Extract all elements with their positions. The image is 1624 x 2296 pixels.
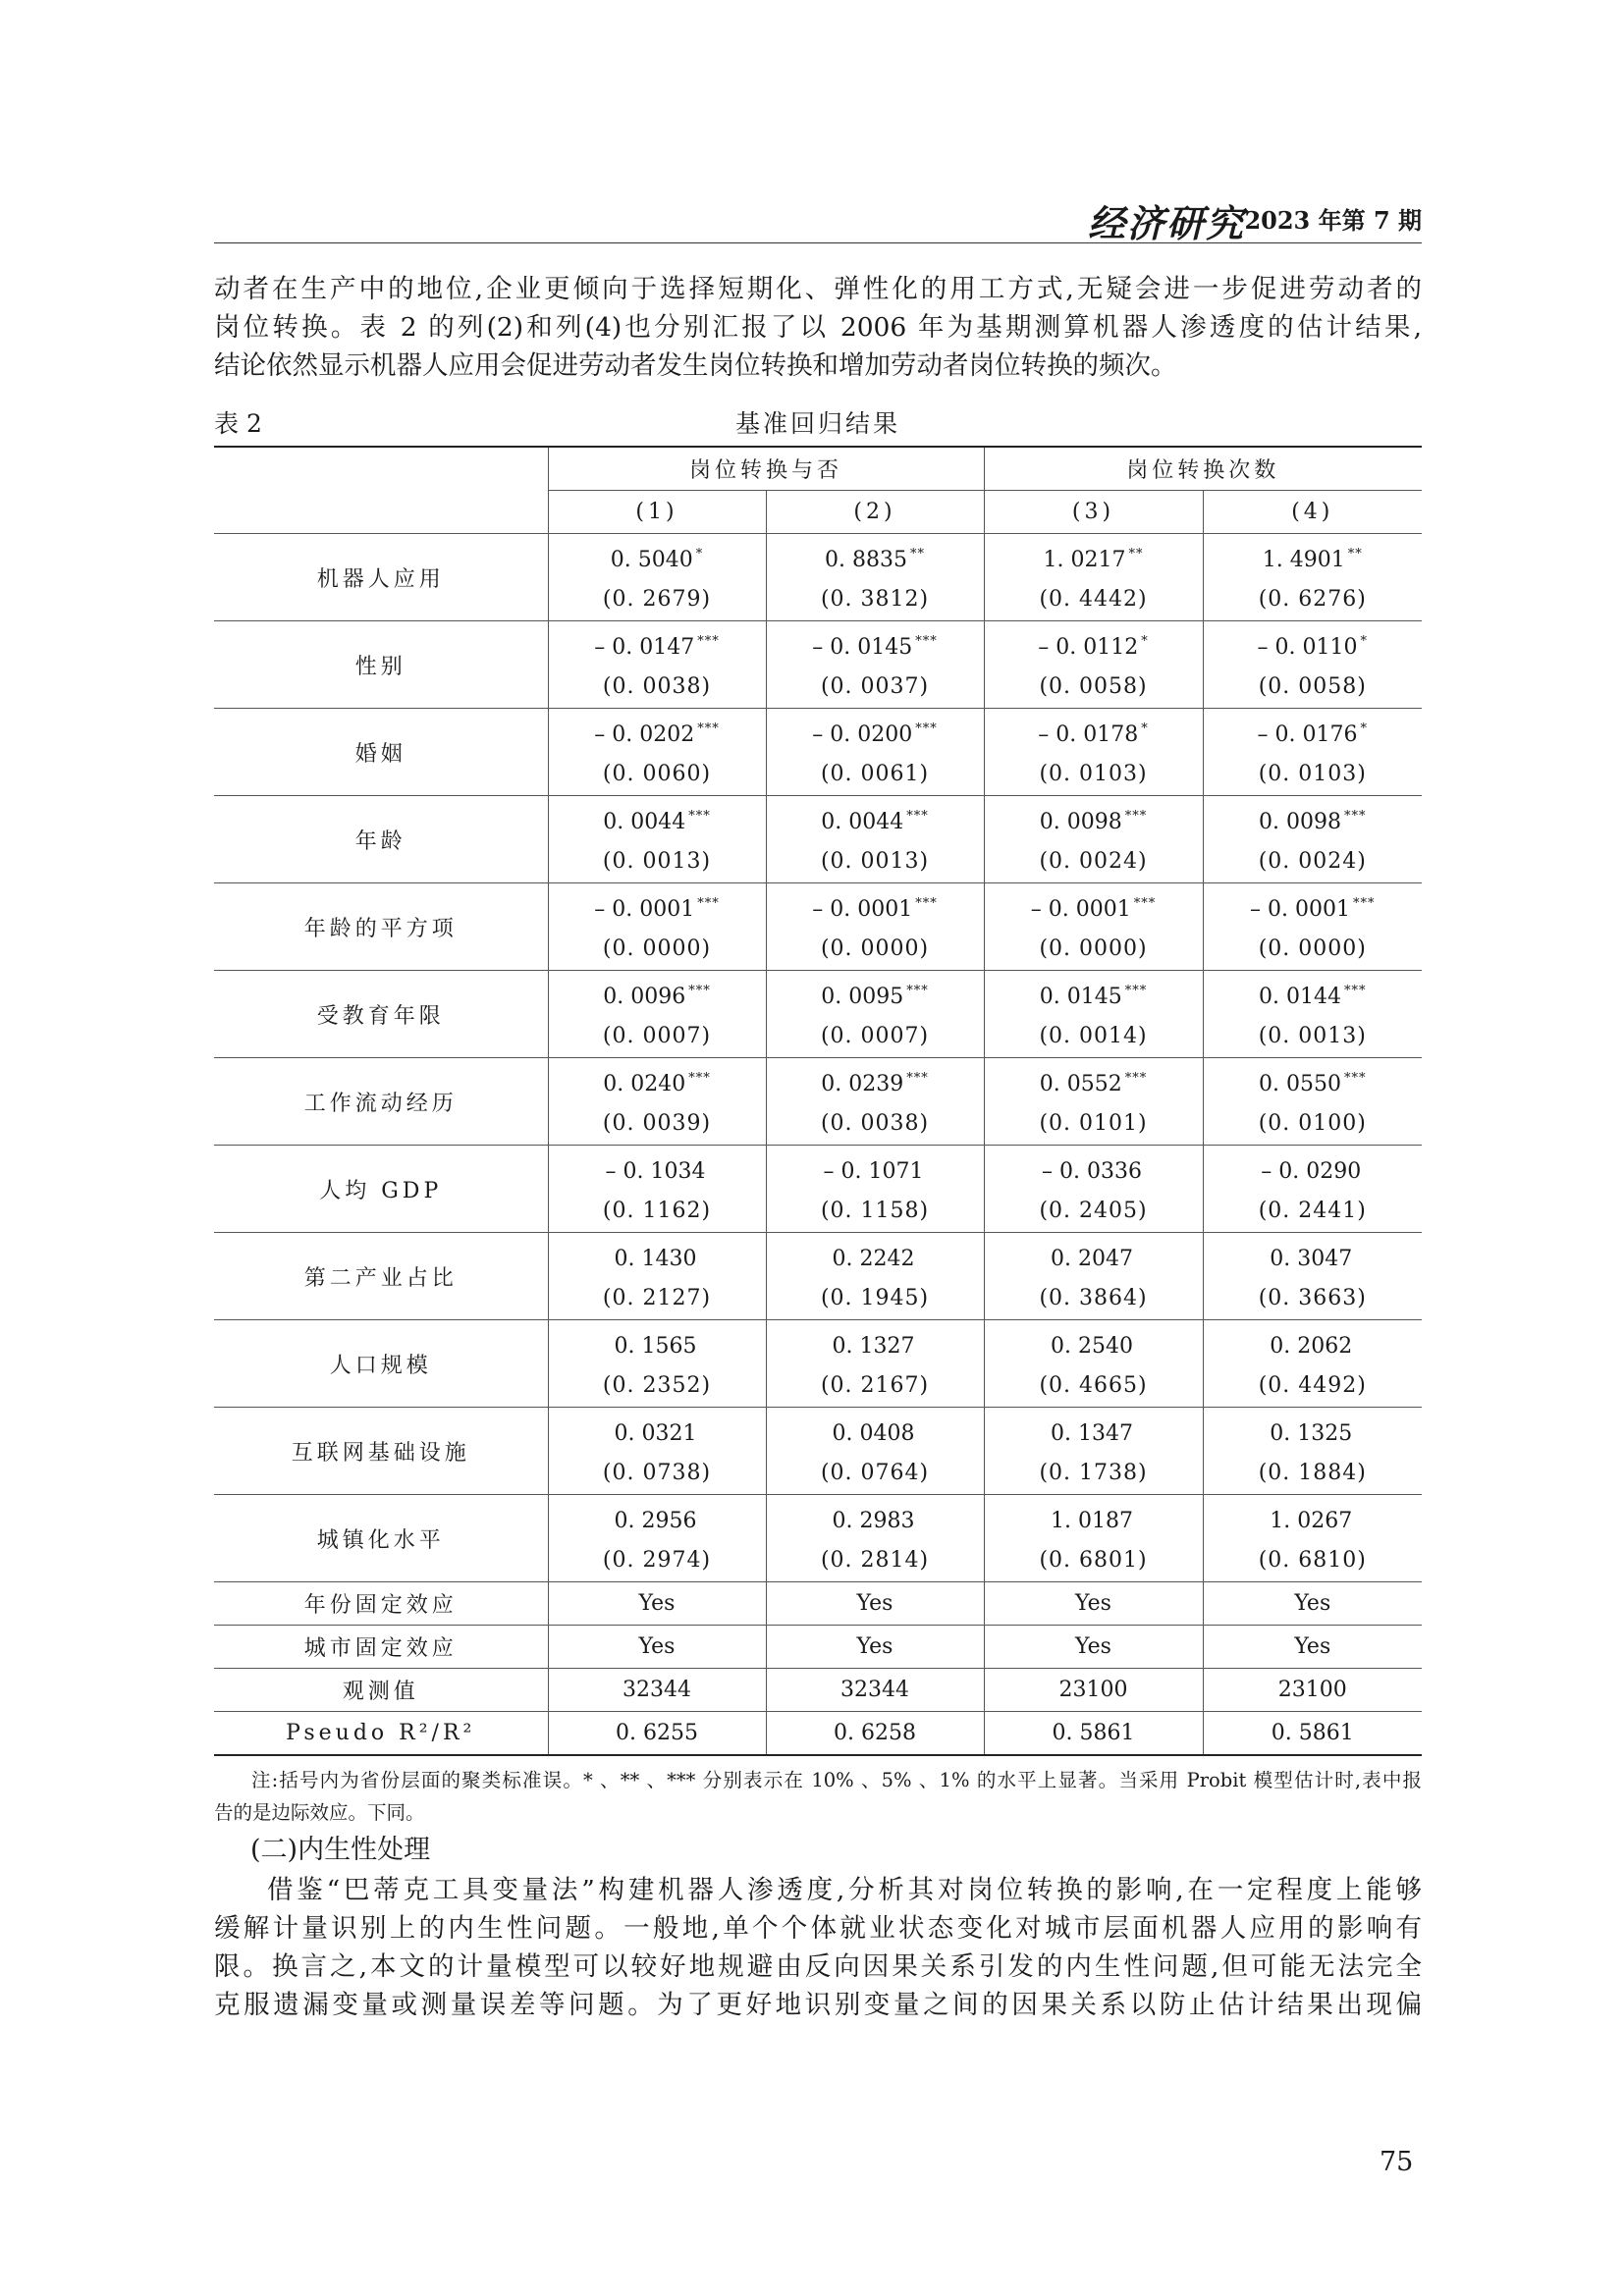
significance-stars: ***	[697, 634, 720, 649]
coefficient-cell	[549, 972, 766, 1017]
table-cell	[548, 1146, 766, 1233]
standard-error: (0. 6276)	[1258, 587, 1367, 612]
significance-stars: **	[1128, 547, 1144, 561]
coefficient-cell	[549, 1147, 766, 1192]
table-row	[214, 534, 1422, 621]
row-label: 人均 GDP	[214, 1146, 548, 1233]
coefficient-value: 0. 0239	[821, 1072, 904, 1096]
coefficient-cell	[549, 797, 766, 842]
table-cell	[548, 883, 766, 971]
table-title: 基准回归结果	[734, 409, 900, 438]
significance-stars: ***	[688, 809, 711, 824]
coefficient-value: 0. 2956	[614, 1509, 697, 1533]
coefficient-value: 0. 0095	[821, 985, 904, 1009]
row-label: 性别	[214, 621, 548, 709]
coefficient-cell	[549, 1059, 766, 1104]
coefficient-cell	[549, 1409, 766, 1454]
table-cell: 0. 5861	[984, 1712, 1203, 1756]
page-number: 75	[1380, 2147, 1414, 2177]
table-row	[214, 709, 1422, 796]
coefficient-value: 1. 0267	[1270, 1509, 1353, 1533]
table-cell	[766, 621, 984, 709]
paragraph-line: 动者在生产中的地位,企业更倾向于选择短期化、弹性化的用工方式,无疑会进一步促进劳动者的	[214, 274, 1422, 304]
significance-stars: ***	[688, 1071, 711, 1086]
standard-error: (0. 0038)	[602, 674, 712, 699]
coefficient-value: – 0. 0001	[1250, 897, 1350, 922]
table-cell	[984, 1495, 1203, 1582]
coefficient-cell	[1204, 1059, 1423, 1104]
section-heading: (二)内生性处理	[250, 1835, 431, 1865]
significance-stars: ***	[688, 984, 711, 998]
coefficient-value: – 0. 0200	[812, 722, 913, 747]
coefficient-cell	[1204, 535, 1423, 580]
standard-error: (0. 0013)	[602, 849, 712, 874]
significance-stars: ***	[906, 809, 929, 824]
table-row	[214, 883, 1422, 971]
table-cell	[766, 709, 984, 796]
table-cell	[548, 971, 766, 1058]
column-header: (1)	[548, 491, 766, 534]
coefficient-cell	[1204, 1409, 1423, 1454]
coefficient-cell	[767, 710, 984, 755]
table-cell	[1203, 1495, 1422, 1582]
significance-stars: ***	[1344, 984, 1367, 998]
standard-error: (0. 0101)	[1039, 1111, 1148, 1136]
significance-stars: ***	[906, 984, 929, 998]
table-body	[214, 534, 1422, 1756]
coefficient-cell	[767, 535, 984, 580]
table-cell	[548, 1320, 766, 1408]
row-label: 年龄	[214, 796, 548, 883]
coefficient-cell	[549, 884, 766, 930]
table-cell: Yes	[766, 1582, 984, 1626]
coefficient-cell	[1204, 1234, 1423, 1279]
coefficient-value: – 0. 0202	[594, 722, 695, 747]
coefficient-value: 0. 8835	[825, 548, 907, 572]
standard-error: (0. 0000)	[820, 936, 930, 961]
table-row	[214, 1495, 1422, 1582]
table-cell	[548, 621, 766, 709]
coefficient-value: 0. 0240	[603, 1072, 686, 1096]
coefficient-value: 0. 0044	[821, 810, 904, 834]
standard-error: (0. 0014)	[1039, 1024, 1148, 1048]
coefficient-value: 0. 2242	[832, 1247, 915, 1271]
standard-error: (0. 0000)	[1039, 936, 1148, 961]
standard-error: (0. 3864)	[1039, 1286, 1148, 1310]
coefficient-cell	[985, 1147, 1203, 1192]
standard-error: (0. 2352)	[602, 1373, 712, 1398]
coefficient-cell	[985, 1059, 1203, 1104]
coefficient-cell	[1204, 710, 1423, 755]
paragraph-line: 限。换言之,本文的计量模型可以较好地规避由反向因果关系引发的内生性问题,但可能无法完全	[214, 1951, 1422, 1982]
coefficient-cell	[985, 1321, 1203, 1366]
coefficient-value: 0. 0408	[832, 1421, 915, 1446]
coefficient-cell	[985, 1496, 1203, 1541]
table-cell: Yes	[548, 1582, 766, 1626]
significance-stars: ***	[915, 721, 938, 736]
coefficient-value: 0. 2983	[832, 1509, 915, 1533]
standard-error: (0. 2127)	[602, 1286, 712, 1310]
coefficient-value: – 0. 0110	[1257, 635, 1358, 660]
coefficient-cell	[549, 535, 766, 580]
table-cell	[548, 1408, 766, 1495]
coefficient-value: – 0. 0290	[1261, 1159, 1362, 1184]
table-row	[214, 1146, 1422, 1233]
table-row	[214, 1233, 1422, 1320]
table-cell	[766, 1495, 984, 1582]
bottom-paragraph	[214, 1871, 1422, 2024]
coefficient-cell	[1204, 622, 1423, 667]
table-cell	[766, 796, 984, 883]
table-cell	[984, 883, 1203, 971]
table-cell	[766, 1408, 984, 1495]
row-label: 第二产业占比	[214, 1233, 548, 1320]
coefficient-cell	[985, 1409, 1203, 1454]
significance-stars: *	[1141, 721, 1149, 736]
page-header	[214, 191, 1422, 243]
table-cell: Yes	[1203, 1626, 1422, 1669]
significance-stars: *	[1360, 721, 1368, 736]
column-header: (3)	[984, 491, 1203, 534]
standard-error: (0. 0058)	[1258, 674, 1367, 699]
table-cell	[984, 796, 1203, 883]
table-cell: 23100	[984, 1669, 1203, 1712]
table-cell	[984, 621, 1203, 709]
coefficient-value: 0. 0098	[1259, 810, 1342, 834]
standard-error: (0. 4492)	[1258, 1373, 1367, 1398]
table-row	[214, 796, 1422, 883]
coefficient-value: – 0. 0336	[1042, 1159, 1142, 1184]
significance-stars: *	[695, 547, 704, 561]
table-row	[214, 1320, 1422, 1408]
coefficient-cell	[1204, 1496, 1423, 1541]
coefficient-value: – 0. 0145	[812, 635, 913, 660]
table-cell	[1203, 621, 1422, 709]
table-row	[214, 621, 1422, 709]
regression-table	[214, 446, 1422, 1756]
significance-stars: ***	[1124, 984, 1148, 998]
table-label: 表 2	[214, 409, 262, 438]
coefficient-value: 0. 0552	[1039, 1072, 1122, 1096]
significance-stars: ***	[906, 1071, 929, 1086]
row-label: Pseudo R²/R²	[214, 1712, 548, 1756]
row-label: 互联网基础设施	[214, 1408, 548, 1495]
coefficient-cell	[1204, 884, 1423, 930]
standard-error: (0. 0039)	[602, 1111, 712, 1136]
coefficient-value: 0. 2047	[1051, 1247, 1133, 1271]
standard-error: (0. 2679)	[602, 587, 712, 612]
table-cell	[984, 1408, 1203, 1495]
group-header-switch: 岗位转换与否	[548, 447, 984, 491]
coefficient-value: 0. 5040	[610, 548, 693, 572]
coefficient-cell	[985, 622, 1203, 667]
coefficient-cell	[549, 622, 766, 667]
standard-error: (0. 3812)	[820, 587, 930, 612]
standard-error: (0. 0764)	[820, 1461, 930, 1485]
coefficient-cell	[549, 1496, 766, 1541]
column-header: (4)	[1203, 491, 1422, 534]
standard-error: (0. 2441)	[1258, 1199, 1367, 1223]
journal-logo: 经济研究	[1087, 201, 1245, 245]
standard-error: (0. 0103)	[1258, 762, 1367, 786]
table-cell	[766, 883, 984, 971]
table-cell	[984, 1320, 1203, 1408]
coefficient-cell	[1204, 1147, 1423, 1192]
significance-stars: *	[1360, 634, 1368, 649]
table-corner-cell	[214, 447, 548, 534]
table-cell	[548, 796, 766, 883]
table-cell: 0. 5861	[1203, 1712, 1422, 1756]
row-label: 城镇化水平	[214, 1495, 548, 1582]
coefficient-cell	[1204, 1321, 1423, 1366]
coefficient-cell	[767, 797, 984, 842]
significance-stars: ***	[1353, 896, 1376, 911]
standard-error: (0. 0038)	[820, 1111, 930, 1136]
standard-error: (0. 0000)	[1258, 936, 1367, 961]
coefficient-value: 0. 0098	[1039, 810, 1122, 834]
standard-error: (0. 1945)	[820, 1286, 930, 1310]
significance-stars: ***	[1133, 896, 1157, 911]
standard-error: (0. 2974)	[602, 1548, 712, 1573]
standard-error: (0. 4442)	[1039, 587, 1148, 612]
table-cell	[766, 971, 984, 1058]
table-cell	[1203, 796, 1422, 883]
table-cell	[548, 1233, 766, 1320]
coefficient-value: – 0. 1034	[605, 1159, 706, 1184]
row-label: 人口规模	[214, 1320, 548, 1408]
coefficient-value: – 0. 0176	[1257, 722, 1358, 747]
table-cell	[766, 1320, 984, 1408]
significance-stars: **	[910, 547, 925, 561]
coefficient-cell	[767, 1321, 984, 1366]
table-note	[214, 1764, 1422, 1829]
row-label: 年份固定效应	[214, 1582, 548, 1626]
coefficient-value: 0. 1327	[832, 1334, 915, 1359]
table-cell	[548, 1058, 766, 1146]
coefficient-value: – 0. 0001	[594, 897, 695, 922]
coefficient-cell	[767, 1147, 984, 1192]
table-cell	[984, 1058, 1203, 1146]
table-cell	[984, 534, 1203, 621]
table-footer-row	[214, 1582, 1422, 1626]
coefficient-value: 0. 0145	[1039, 985, 1122, 1009]
standard-error: (0. 1158)	[820, 1199, 930, 1223]
table-cell: Yes	[984, 1582, 1203, 1626]
table-cell: Yes	[984, 1626, 1203, 1669]
standard-error: (0. 0060)	[602, 762, 712, 786]
standard-error: (0. 2167)	[820, 1373, 930, 1398]
significance-stars: ***	[697, 896, 720, 911]
significance-stars: ***	[697, 721, 720, 736]
table-cell	[1203, 1233, 1422, 1320]
coefficient-cell	[985, 797, 1203, 842]
table-cell	[766, 1146, 984, 1233]
standard-error: (0. 1884)	[1258, 1461, 1367, 1485]
coefficient-cell	[767, 1409, 984, 1454]
standard-error: (0. 0024)	[1258, 849, 1367, 874]
table-cell	[1203, 1320, 1422, 1408]
coefficient-value: – 0. 0112	[1038, 635, 1139, 660]
standard-error: (0. 3663)	[1258, 1286, 1367, 1310]
coefficient-cell	[767, 884, 984, 930]
coefficient-cell	[767, 622, 984, 667]
table-row	[214, 1408, 1422, 1495]
standard-error: (0. 6810)	[1258, 1548, 1367, 1573]
coefficient-cell	[767, 1234, 984, 1279]
coefficient-cell	[767, 1059, 984, 1104]
table-cell	[1203, 1058, 1422, 1146]
note-line: 注:括号内为省份层面的聚类标准误。* 、** 、*** 分别表示在 10% 、5% 、1% 的水平上显著。当采用 Probit 模型估计时,表中报	[251, 1769, 1422, 1791]
coefficient-cell	[1204, 797, 1423, 842]
coefficient-value: 1. 0187	[1051, 1509, 1133, 1533]
column-header: (2)	[766, 491, 984, 534]
table-caption	[214, 400, 1422, 440]
row-label: 机器人应用	[214, 534, 548, 621]
table-cell	[766, 1058, 984, 1146]
row-label: 受教育年限	[214, 971, 548, 1058]
coefficient-cell	[985, 535, 1203, 580]
coefficient-value: 0. 0044	[603, 810, 686, 834]
coefficient-value: 0. 1347	[1051, 1421, 1133, 1446]
coefficient-value: – 0. 0001	[1030, 897, 1131, 922]
paragraph-line: 缓解计量识别上的内生性问题。一般地,单个个体就业状态变化对城市层面机器人应用的影响有	[214, 1913, 1422, 1944]
coefficient-value: 0. 0550	[1259, 1072, 1342, 1096]
row-label: 工作流动经历	[214, 1058, 548, 1146]
paragraph-line: 岗位转换。表 2 的列(2)和列(4)也分别汇报了以 2006 年为基期测算机器人渗透度的估计结果,	[214, 312, 1422, 343]
table-cell	[1203, 971, 1422, 1058]
issue-label: 2023 年第 7 期	[1244, 206, 1422, 235]
row-label: 城市固定效应	[214, 1626, 548, 1669]
standard-error: (0. 0037)	[820, 674, 930, 699]
coefficient-cell	[767, 1496, 984, 1541]
coefficient-value: 0. 1565	[614, 1334, 697, 1359]
standard-error: (0. 2814)	[820, 1548, 930, 1573]
table-cell	[984, 971, 1203, 1058]
standard-error: (0. 0100)	[1258, 1111, 1367, 1136]
table-cell: 32344	[548, 1669, 766, 1712]
significance-stars: ***	[1124, 809, 1148, 824]
significance-stars: ***	[1344, 1071, 1367, 1086]
row-label: 年龄的平方项	[214, 883, 548, 971]
coefficient-cell	[985, 884, 1203, 930]
paragraph-line: 借鉴“巴蒂克工具变量法”构建机器人渗透度,分析其对岗位转换的影响,在一定程度上能够	[267, 1875, 1422, 1905]
table-cell: 0. 6258	[766, 1712, 984, 1756]
coefficient-cell	[985, 710, 1203, 755]
standard-error: (0. 1738)	[1039, 1461, 1148, 1485]
table-row	[214, 971, 1422, 1058]
table-row	[214, 1058, 1422, 1146]
coefficient-value: 0. 0144	[1259, 985, 1342, 1009]
standard-error: (0. 4665)	[1039, 1373, 1148, 1398]
coefficient-value: 1. 4901	[1262, 548, 1345, 572]
coefficient-cell	[985, 1234, 1203, 1279]
standard-error: (0. 0058)	[1039, 674, 1148, 699]
table-cell	[984, 709, 1203, 796]
standard-error: (0. 1162)	[602, 1199, 712, 1223]
standard-error: (0. 0103)	[1039, 762, 1148, 786]
coefficient-cell	[985, 972, 1203, 1017]
paragraph-line: 结论依然显示机器人应用会促进劳动者发生岗位转换和增加劳动者岗位转换的频次。	[214, 350, 1177, 381]
table-cell	[984, 1233, 1203, 1320]
standard-error: (0. 0007)	[602, 1024, 712, 1048]
table-cell	[548, 534, 766, 621]
coefficient-value: 0. 0096	[603, 985, 686, 1009]
coefficient-value: 0. 1325	[1270, 1421, 1353, 1446]
coefficient-value: – 0. 0178	[1038, 722, 1139, 747]
table-footer-row	[214, 1669, 1422, 1712]
coefficient-value: 0. 3047	[1270, 1247, 1353, 1271]
paragraph-line: 克服遗漏变量或测量误差等问题。为了更好地识别变量之间的因果关系以防止估计结果出现偏	[214, 1990, 1422, 2020]
table-cell: 0. 6255	[548, 1712, 766, 1756]
table-cell	[766, 1233, 984, 1320]
standard-error: (0. 6801)	[1039, 1548, 1148, 1573]
coefficient-value: – 0. 0001	[812, 897, 913, 922]
table-cell: Yes	[1203, 1582, 1422, 1626]
coefficient-cell	[1204, 972, 1423, 1017]
coefficient-cell	[549, 1234, 766, 1279]
standard-error: (0. 0024)	[1039, 849, 1148, 874]
standard-error: (0. 0007)	[820, 1024, 930, 1048]
table-cell	[548, 709, 766, 796]
table-group-header-row	[214, 447, 1422, 491]
coefficient-value: 0. 1430	[614, 1247, 697, 1271]
significance-stars: ***	[1344, 809, 1367, 824]
note-line: 告的是边际效应。下同。	[214, 1801, 425, 1824]
significance-stars: ***	[1124, 1071, 1148, 1086]
coefficient-value: – 0. 0147	[594, 635, 695, 660]
significance-stars: **	[1347, 547, 1363, 561]
table-cell: 32344	[766, 1669, 984, 1712]
coefficient-value: 0. 2062	[1270, 1334, 1353, 1359]
table-cell	[1203, 883, 1422, 971]
table-footer-row	[214, 1626, 1422, 1669]
group-header-count: 岗位转换次数	[984, 447, 1422, 491]
row-label: 观测值	[214, 1669, 548, 1712]
coefficient-cell	[767, 972, 984, 1017]
significance-stars: ***	[915, 896, 938, 911]
table-cell	[766, 534, 984, 621]
table-cell	[1203, 1146, 1422, 1233]
coefficient-value: 0. 2540	[1051, 1334, 1133, 1359]
coefficient-cell	[549, 1321, 766, 1366]
coefficient-value: – 0. 1071	[823, 1159, 924, 1184]
top-paragraph	[214, 270, 1422, 385]
significance-stars: ***	[915, 634, 938, 649]
table-footer-row	[214, 1712, 1422, 1756]
table-cell	[1203, 534, 1422, 621]
table-cell	[548, 1495, 766, 1582]
standard-error: (0. 0013)	[1258, 1024, 1367, 1048]
table-cell	[1203, 709, 1422, 796]
table-cell: Yes	[548, 1626, 766, 1669]
coefficient-value: 1. 0217	[1043, 548, 1126, 572]
standard-error: (0. 0000)	[602, 936, 712, 961]
standard-error: (0. 2405)	[1039, 1199, 1148, 1223]
table-cell	[1203, 1408, 1422, 1495]
standard-error: (0. 0738)	[602, 1461, 712, 1485]
coefficient-value: 0. 0321	[614, 1421, 697, 1446]
coefficient-cell	[549, 710, 766, 755]
table-cell	[984, 1146, 1203, 1233]
table-cell: Yes	[766, 1626, 984, 1669]
table-cell: 23100	[1203, 1669, 1422, 1712]
standard-error: (0. 0013)	[820, 849, 930, 874]
significance-stars: *	[1141, 634, 1149, 649]
standard-error: (0. 0061)	[820, 762, 930, 786]
row-label: 婚姻	[214, 709, 548, 796]
